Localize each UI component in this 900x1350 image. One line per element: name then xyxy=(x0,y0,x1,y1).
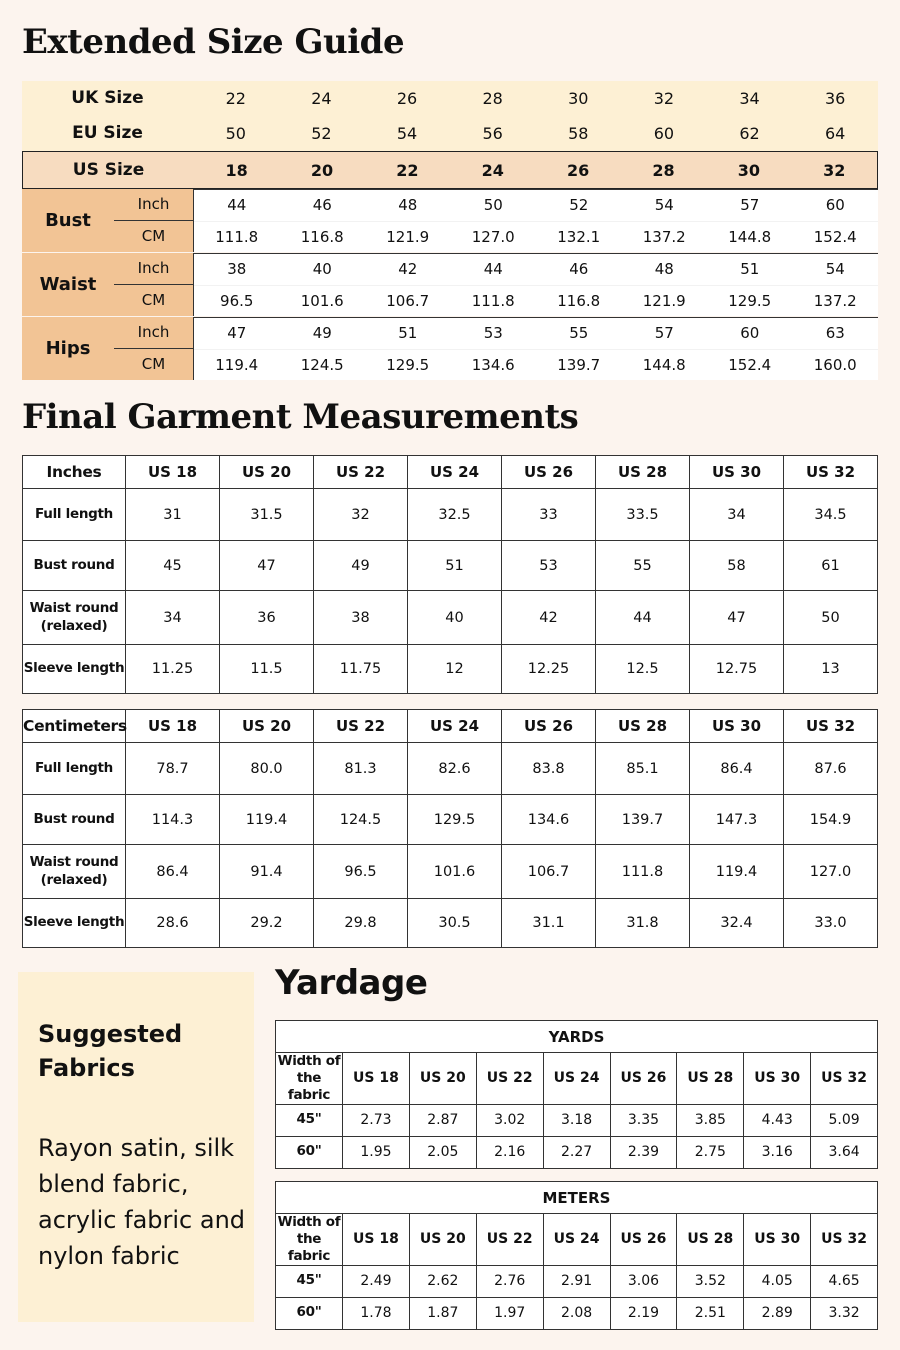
size-value: 22 xyxy=(225,88,246,108)
table-cell: 55 xyxy=(596,541,690,591)
measurement-value: 46 xyxy=(536,254,622,286)
table-row xyxy=(23,541,878,591)
table-cell: 31.5 xyxy=(220,489,314,541)
table-cell: 2.91 xyxy=(543,1265,610,1297)
measurement-values xyxy=(193,317,878,380)
size-value: 64 xyxy=(825,123,846,143)
size-column-header: US 20 xyxy=(220,710,314,743)
measurement-name: Bust xyxy=(22,189,114,252)
table-cell: 2.89 xyxy=(744,1297,811,1329)
inch-label: Inch xyxy=(114,253,193,285)
table-cell: 50 xyxy=(784,591,878,645)
size-value: 18 xyxy=(225,160,248,180)
measurement-group xyxy=(22,189,878,252)
measurement-values xyxy=(193,253,878,316)
table-cell: 11.75 xyxy=(314,645,408,694)
size-value: 24 xyxy=(311,88,332,108)
table-row xyxy=(23,591,878,645)
table-cell: 47 xyxy=(220,541,314,591)
table-row xyxy=(23,743,878,795)
table-cell: 4.43 xyxy=(744,1104,811,1136)
measurement-value: 129.5 xyxy=(728,292,772,311)
size-value: 24 xyxy=(481,160,504,180)
size-value: 56 xyxy=(482,123,503,143)
table-cell: 96.5 xyxy=(314,845,408,899)
size-guide-heading: Extended Size Guide xyxy=(22,22,405,62)
unit-corner-cell: Centimeters xyxy=(23,710,126,743)
table-cell: 3.06 xyxy=(610,1265,677,1297)
table-row xyxy=(23,845,878,899)
table-cell: 154.9 xyxy=(784,795,878,845)
size-column-header: US 30 xyxy=(690,710,784,743)
size-value: 26 xyxy=(567,160,590,180)
size-column-header: US 20 xyxy=(409,1053,476,1105)
unit-corner-cell: Inches xyxy=(23,456,126,489)
table-row xyxy=(276,1104,878,1136)
size-value: 26 xyxy=(396,88,418,108)
table-cell: 3.32 xyxy=(811,1297,878,1329)
measurement-value: 42 xyxy=(365,254,451,286)
table-cell: 82.6 xyxy=(408,743,502,795)
measurement-value: 116.8 xyxy=(557,292,601,311)
table-cell: 2.73 xyxy=(343,1104,410,1136)
row-label: Waist round (relaxed) xyxy=(23,845,126,899)
table-cell: 11.25 xyxy=(126,645,220,694)
table-cell: 36 xyxy=(220,591,314,645)
table-cell: 2.49 xyxy=(343,1265,410,1297)
measurement-name: Waist xyxy=(22,253,114,316)
table-cell: 85.1 xyxy=(596,743,690,795)
measurement-value: 55 xyxy=(536,318,622,350)
table-cell: 40 xyxy=(408,591,502,645)
measurement-value: 111.8 xyxy=(215,228,259,247)
inch-label: Inch xyxy=(114,189,193,221)
fabric-width-label: 45" xyxy=(276,1104,343,1136)
measurement-value: 51 xyxy=(707,254,793,286)
eu-size-label: EU Size xyxy=(72,123,143,143)
uk-size-values xyxy=(193,89,878,108)
size-column-header: US 30 xyxy=(744,1214,811,1266)
size-value: 20 xyxy=(310,160,334,180)
table-cell: 34 xyxy=(126,591,220,645)
size-column-header: US 20 xyxy=(220,456,314,489)
table-cell: 101.6 xyxy=(408,845,502,899)
inch-values-row xyxy=(194,254,878,286)
fabric-width-label: 60" xyxy=(276,1297,343,1329)
table-row xyxy=(23,489,878,541)
fabric-width-corner: Width of the fabric xyxy=(276,1053,343,1105)
size-value: 60 xyxy=(653,123,675,143)
size-value: 28 xyxy=(482,88,503,108)
row-label: Full length xyxy=(23,743,126,795)
table-cell: 1.78 xyxy=(343,1297,410,1329)
row-label: Sleeve length xyxy=(23,899,126,948)
measurement-value: 57 xyxy=(707,190,793,222)
table-cell: 28.6 xyxy=(126,899,220,948)
table-cell: 2.27 xyxy=(543,1136,610,1168)
measurement-value: 96.5 xyxy=(220,292,254,311)
row-label: Bust round xyxy=(23,541,126,591)
measurement-value: 54 xyxy=(793,254,879,286)
table-cell: 78.7 xyxy=(126,743,220,795)
yardage-meters-table xyxy=(275,1181,878,1330)
size-column-header: US 32 xyxy=(784,710,878,743)
measurement-group xyxy=(22,253,878,316)
measurement-value: 152.4 xyxy=(728,356,772,375)
size-column-header: US 22 xyxy=(314,710,408,743)
table-cell: 31.1 xyxy=(502,899,596,948)
yardage-unit-title: METERS xyxy=(276,1182,878,1214)
table-cell: 111.8 xyxy=(596,845,690,899)
table-cell: 2.51 xyxy=(677,1297,744,1329)
table-cell: 44 xyxy=(596,591,690,645)
table-cell: 29.8 xyxy=(314,899,408,948)
measurement-value: 119.4 xyxy=(215,356,259,375)
table-row xyxy=(276,1297,878,1329)
table-cell: 86.4 xyxy=(126,845,220,899)
table-cell: 2.62 xyxy=(409,1265,476,1297)
table-cell: 119.4 xyxy=(220,795,314,845)
table-cell: 31 xyxy=(126,489,220,541)
table-cell: 3.16 xyxy=(744,1136,811,1168)
measurement-value: 53 xyxy=(451,318,537,350)
table-cell: 58 xyxy=(690,541,784,591)
measurement-value: 44 xyxy=(194,190,280,222)
table-cell: 31.8 xyxy=(596,899,690,948)
table-cell: 33 xyxy=(502,489,596,541)
measurement-value: 101.6 xyxy=(300,292,344,311)
measurement-value: 106.7 xyxy=(386,292,430,311)
size-column-header: US 24 xyxy=(543,1053,610,1105)
table-cell: 1.87 xyxy=(409,1297,476,1329)
table-cell: 53 xyxy=(502,541,596,591)
size-column-header: US 24 xyxy=(408,710,502,743)
size-column-header: US 30 xyxy=(744,1053,811,1105)
table-cell: 139.7 xyxy=(596,795,690,845)
size-column-header: US 18 xyxy=(343,1053,410,1105)
suggested-fabrics-title: Suggested Fabrics xyxy=(38,1020,183,1082)
size-column-header: US 28 xyxy=(596,456,690,489)
table-cell: 2.16 xyxy=(476,1136,543,1168)
table-cell: 3.18 xyxy=(543,1104,610,1136)
eu-size-values xyxy=(193,124,878,143)
size-column-header: US 22 xyxy=(476,1053,543,1105)
table-cell: 2.87 xyxy=(409,1104,476,1136)
table-cell: 119.4 xyxy=(690,845,784,899)
table-cell: 5.09 xyxy=(811,1104,878,1136)
table-cell: 32.5 xyxy=(408,489,502,541)
size-value: 34 xyxy=(739,88,760,108)
table-cell: 3.35 xyxy=(610,1104,677,1136)
measurement-value: 57 xyxy=(622,318,708,350)
table-cell: 3.02 xyxy=(476,1104,543,1136)
table-cell: 83.8 xyxy=(502,743,596,795)
table-cell: 45 xyxy=(126,541,220,591)
measurement-value: 144.8 xyxy=(728,228,772,247)
table-cell: 30.5 xyxy=(408,899,502,948)
table-cell: 2.39 xyxy=(610,1136,677,1168)
measurement-value: 49 xyxy=(280,318,366,350)
title-row xyxy=(276,1021,878,1053)
measurement-value: 46 xyxy=(280,190,366,222)
yardage-heading: Yardage xyxy=(275,963,428,1003)
measurement-values xyxy=(193,189,878,252)
table-cell: 38 xyxy=(314,591,408,645)
table-cell: 11.5 xyxy=(220,645,314,694)
table-row xyxy=(23,899,878,948)
measurement-value: 52 xyxy=(536,190,622,222)
size-column-header: US 18 xyxy=(343,1214,410,1266)
table-row xyxy=(276,1136,878,1168)
size-column-header: US 32 xyxy=(784,456,878,489)
measurement-value: 134.6 xyxy=(471,356,515,375)
fabric-width-label: 60" xyxy=(276,1136,343,1168)
yardage-unit-title: YARDS xyxy=(276,1021,878,1053)
measurement-value: 40 xyxy=(280,254,366,286)
measurement-value: 127.0 xyxy=(471,228,515,247)
yardage-yards-table xyxy=(275,1020,878,1169)
size-value: 36 xyxy=(825,88,846,108)
table-cell: 2.05 xyxy=(409,1136,476,1168)
table-cell: 42 xyxy=(502,591,596,645)
measurement-value: 48 xyxy=(622,254,708,286)
table-cell: 13 xyxy=(784,645,878,694)
measurement-value: 116.8 xyxy=(300,228,344,247)
suggested-fabrics-panel xyxy=(18,972,254,1322)
fabric-width-label: 45" xyxy=(276,1265,343,1297)
table-cell: 29.2 xyxy=(220,899,314,948)
measurement-value: 144.8 xyxy=(642,356,686,375)
table-cell: 32.4 xyxy=(690,899,784,948)
table-cell: 124.5 xyxy=(314,795,408,845)
measurement-value: 51 xyxy=(365,318,451,350)
unit-labels xyxy=(114,317,193,380)
size-column-header: US 28 xyxy=(677,1053,744,1105)
cm-values-row xyxy=(194,286,878,318)
us-size-values xyxy=(194,161,877,180)
table-cell: 91.4 xyxy=(220,845,314,899)
us-size-label: US Size xyxy=(72,160,145,180)
suggested-fabrics-text: Rayon satin, silk blend fabric, acrylic fabric and nylon fabric xyxy=(38,1134,246,1270)
size-column-header: US 22 xyxy=(314,456,408,489)
table-row xyxy=(23,795,878,845)
size-column-header: US 26 xyxy=(610,1053,677,1105)
size-column-header: US 18 xyxy=(126,456,220,489)
size-value: 28 xyxy=(652,160,675,180)
header-row xyxy=(276,1214,878,1266)
table-cell: 106.7 xyxy=(502,845,596,899)
size-column-header: US 24 xyxy=(543,1214,610,1266)
measurement-value: 124.5 xyxy=(300,356,344,375)
title-row xyxy=(276,1182,878,1214)
table-cell: 114.3 xyxy=(126,795,220,845)
size-value: 52 xyxy=(311,123,332,143)
table-cell: 1.95 xyxy=(343,1136,410,1168)
measurement-value: 121.9 xyxy=(642,292,686,311)
table-cell: 12.75 xyxy=(690,645,784,694)
cm-values-row xyxy=(194,222,878,254)
inch-label: Inch xyxy=(114,317,193,349)
table-cell: 12.25 xyxy=(502,645,596,694)
measurement-value: 44 xyxy=(451,254,537,286)
table-cell: 80.0 xyxy=(220,743,314,795)
measurement-value: 54 xyxy=(622,190,708,222)
size-value: 22 xyxy=(396,160,419,180)
table-cell: 4.05 xyxy=(744,1265,811,1297)
table-cell: 3.52 xyxy=(677,1265,744,1297)
size-guide-table xyxy=(22,81,878,380)
measurement-value: 129.5 xyxy=(386,356,430,375)
size-column-header: US 28 xyxy=(596,710,690,743)
measurement-value: 60 xyxy=(707,318,793,350)
garment-cm-table xyxy=(22,709,878,948)
table-cell: 34.5 xyxy=(784,489,878,541)
size-column-header: US 22 xyxy=(476,1214,543,1266)
size-column-header: US 24 xyxy=(408,456,502,489)
uk-size-row xyxy=(22,81,878,115)
size-value: 58 xyxy=(568,123,589,143)
inch-values-row xyxy=(194,318,878,350)
table-cell: 87.6 xyxy=(784,743,878,795)
table-cell: 4.65 xyxy=(811,1265,878,1297)
table-cell: 147.3 xyxy=(690,795,784,845)
uk-size-label: UK Size xyxy=(71,88,144,108)
size-column-header: US 26 xyxy=(502,710,596,743)
table-cell: 2.08 xyxy=(543,1297,610,1329)
measurement-value: 63 xyxy=(793,318,879,350)
measurement-value: 60 xyxy=(793,190,879,222)
row-label: Waist round (relaxed) xyxy=(23,591,126,645)
size-column-header: US 30 xyxy=(690,456,784,489)
size-column-header: US 26 xyxy=(610,1214,677,1266)
table-cell: 2.75 xyxy=(677,1136,744,1168)
measurement-value: 50 xyxy=(451,190,537,222)
measurement-value: 160.0 xyxy=(813,356,857,375)
table-cell: 49 xyxy=(314,541,408,591)
size-column-header: US 18 xyxy=(126,710,220,743)
table-cell: 86.4 xyxy=(690,743,784,795)
cm-label: CM xyxy=(141,291,166,310)
table-row xyxy=(276,1265,878,1297)
unit-labels xyxy=(114,253,193,316)
table-cell: 34 xyxy=(690,489,784,541)
size-value: 54 xyxy=(396,123,418,143)
table-row xyxy=(23,645,878,694)
table-cell: 127.0 xyxy=(784,845,878,899)
table-cell: 47 xyxy=(690,591,784,645)
table-cell: 33.5 xyxy=(596,489,690,541)
table-cell: 12.5 xyxy=(596,645,690,694)
header-row xyxy=(23,710,878,743)
measurement-value: 132.1 xyxy=(557,228,601,247)
table-cell: 2.76 xyxy=(476,1265,543,1297)
cm-label: CM xyxy=(141,227,166,246)
size-value: 32 xyxy=(823,160,846,180)
measurement-value: 121.9 xyxy=(386,228,430,247)
table-cell: 12 xyxy=(408,645,502,694)
unit-labels xyxy=(114,189,193,252)
row-label: Full length xyxy=(23,489,126,541)
us-size-row xyxy=(22,151,878,189)
table-cell: 61 xyxy=(784,541,878,591)
inch-values-row xyxy=(194,190,878,222)
size-column-header: US 20 xyxy=(409,1214,476,1266)
measurement-value: 152.4 xyxy=(813,228,857,247)
header-row xyxy=(276,1053,878,1105)
garment-measurements-heading: Final Garment Measurements xyxy=(22,397,579,437)
measurement-value: 139.7 xyxy=(557,356,601,375)
header-row xyxy=(23,456,878,489)
measurement-value: 47 xyxy=(194,318,280,350)
cm-values-row xyxy=(194,350,878,382)
table-cell: 3.85 xyxy=(677,1104,744,1136)
table-cell: 129.5 xyxy=(408,795,502,845)
size-column-header: US 28 xyxy=(677,1214,744,1266)
size-value: 62 xyxy=(739,123,760,143)
size-value: 50 xyxy=(225,123,246,143)
table-cell: 33.0 xyxy=(784,899,878,948)
table-cell: 32 xyxy=(314,489,408,541)
measurement-value: 111.8 xyxy=(471,292,515,311)
size-column-header: US 26 xyxy=(502,456,596,489)
measurement-group xyxy=(22,317,878,380)
row-label: Sleeve length xyxy=(23,645,126,694)
table-cell: 134.6 xyxy=(502,795,596,845)
table-cell: 3.64 xyxy=(811,1136,878,1168)
fabric-width-corner: Width of the fabric xyxy=(276,1214,343,1266)
table-cell: 81.3 xyxy=(314,743,408,795)
table-cell: 2.19 xyxy=(610,1297,677,1329)
garment-inches-table xyxy=(22,455,878,694)
size-column-header: US 32 xyxy=(811,1214,878,1266)
cm-label: CM xyxy=(141,355,166,374)
table-cell: 1.97 xyxy=(476,1297,543,1329)
measurement-value: 137.2 xyxy=(642,228,686,247)
size-value: 30 xyxy=(568,88,589,108)
size-value: 30 xyxy=(737,160,761,180)
measurement-value: 38 xyxy=(194,254,280,286)
table-cell: 51 xyxy=(408,541,502,591)
row-label: Bust round xyxy=(23,795,126,845)
measurement-name: Hips xyxy=(22,317,114,380)
measurement-value: 48 xyxy=(365,190,451,222)
size-value: 32 xyxy=(653,88,675,108)
measurement-value: 137.2 xyxy=(813,292,857,311)
eu-size-row xyxy=(22,115,878,151)
size-column-header: US 32 xyxy=(811,1053,878,1105)
